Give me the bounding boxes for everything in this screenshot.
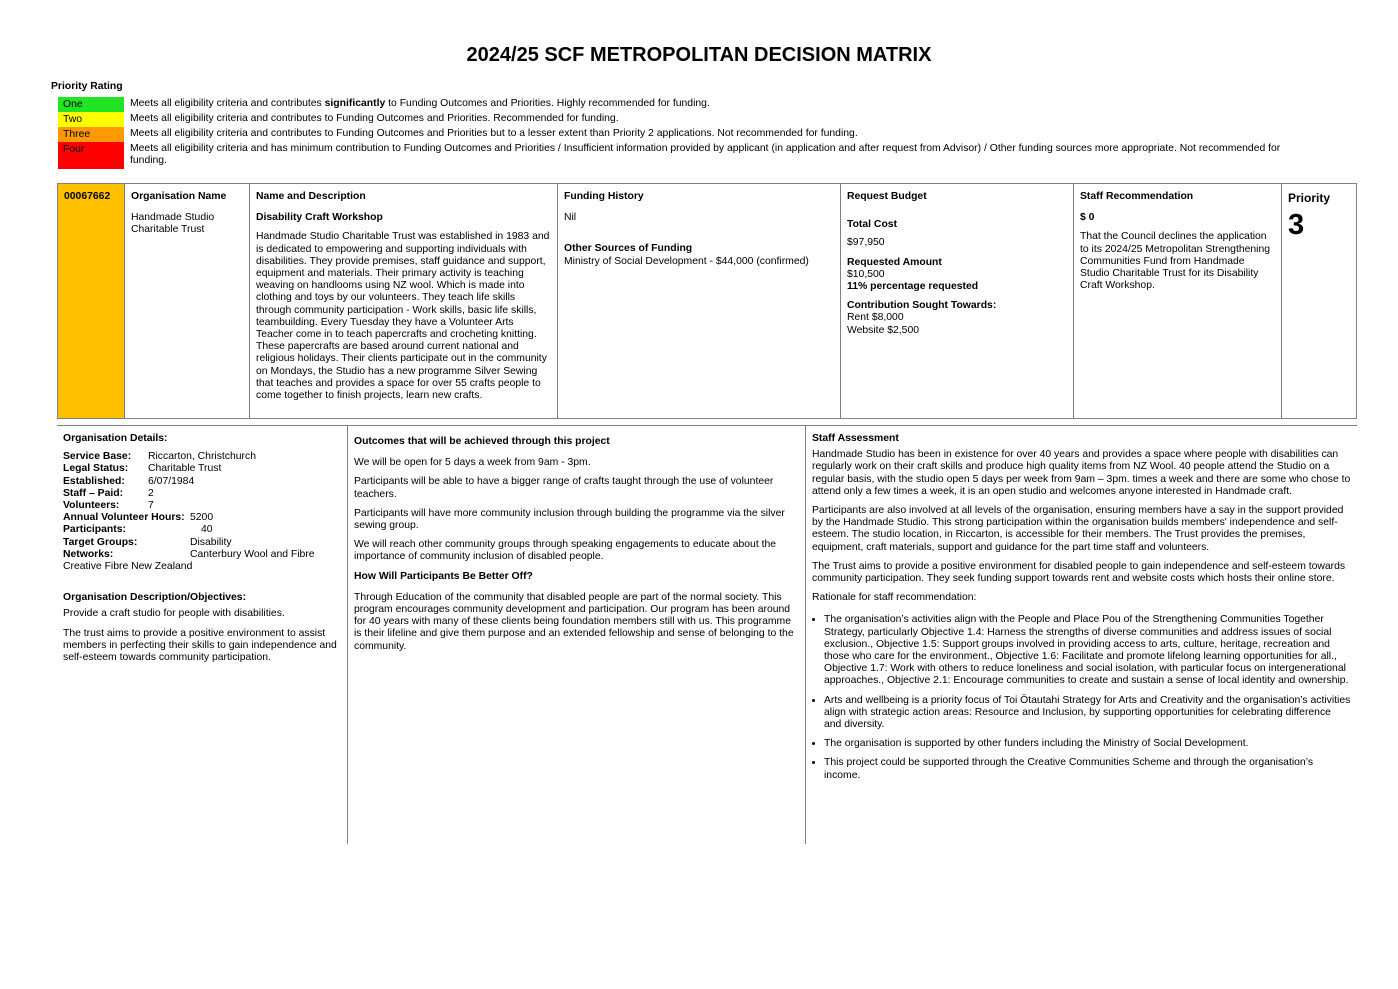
requested-amount: $10,500 xyxy=(847,268,885,280)
funding-history-heading: Funding History xyxy=(564,191,644,202)
project-name: Disability Craft Workshop xyxy=(256,212,383,224)
priority-description: Meets all eligibility criteria and contributes significantly to Funding Outcomes and Priorities. Highly recommended for funding. xyxy=(130,98,710,109)
staff-rec-heading: Staff Recommendation xyxy=(1080,191,1194,202)
priority-legend-row xyxy=(58,127,1358,142)
assessment-paragraph: Participants are also involved at all levels of the organisation, ensuring members have a say in the support provided by the Handmade Studio. This strong participation within the organisation builds members' independence and self-esteem. The studio location, in Riccarton, is accessible for their members. The Trust provides the premises, equipment, craft materials, support and guidance for the part time staff and volunteers. xyxy=(812,505,1344,553)
priority-description: Meets all eligibility criteria and has minimum contribution to Funding Outcomes and Priorities / Insufficient information provided by applicant (in application and after request from Advisor) / Other funding sources more appropriate. Not recommended for funding. xyxy=(130,143,1281,167)
staff-rec-amount: $ 0 xyxy=(1080,212,1095,224)
priority-description: Meets all eligibility criteria and contributes to Funding Outcomes and Priorities but to a lesser extent than Priority 2 applications. Not recommended for funding. xyxy=(130,128,858,139)
objectives-heading: Organisation Description/Objectives: xyxy=(63,592,247,604)
outcomes-heading: Outcomes that will be achieved through this project xyxy=(354,436,610,447)
priority-swatch-three: Three xyxy=(58,127,124,142)
outcome-item: Participants will have more community inclusion through building the programme via the silver sewing group. xyxy=(354,507,785,532)
org-name: Handmade Studio Charitable Trust xyxy=(131,212,215,236)
priority-legend-row xyxy=(58,97,1358,112)
detail-target-groups: Target Groups: Disability xyxy=(63,536,232,548)
staff-assessment-column xyxy=(806,426,1357,844)
description-cell xyxy=(250,184,558,418)
org-details-fields xyxy=(63,451,341,573)
detail-networks-extra: Creative Fibre New Zealand xyxy=(63,561,193,573)
record-id: 00067662 xyxy=(64,191,111,202)
assessment-paragraph: The Trust aims to provide a positive environment for disabled people to gain independence and self-esteem towards community participation. They seek funding support towards rent and website costs which hosts their online store. xyxy=(812,560,1346,585)
rationale-item: • The organisation’s activities align with the People and Place Pou of the Strengthening Communities Together Strategy, particularly Objective 1.4: Harness the strengths of diverse communities and address issues of social exclusion., Objective 1.5: Support groups involved in providing access to arts, culture, heritage, recreation and those who care for the environment., Objective 1.6: Facilitate and promote lifelong learning opportunities for all., Objective 1.7: Work with others to reduce loneliness and social isolation, with particular focus on intergenerational approaches., Objective 2.1: Encourage communities to create and sustain a sense of local identity and ownership. xyxy=(824,614,1351,687)
detail-legal-status: Legal Status: Charitable Trust xyxy=(63,463,222,475)
detail-volunteers: Volunteers: 7 xyxy=(63,500,154,512)
org-name-cell xyxy=(125,184,250,418)
staff-assessment-heading: Staff Assessment xyxy=(812,433,899,444)
priority-description: Meets all eligibility criteria and contributes to Funding Outcomes and Priorities. Recommended for funding. xyxy=(130,113,619,124)
objective-text: The trust aims to provide a positive environment to assist members in perfecting their skills to gain independence and self-esteem towards community participation. xyxy=(63,627,337,664)
detail-established: Established: 6/07/1984 xyxy=(63,475,195,487)
detail-participants: Participants: 40 xyxy=(63,524,213,536)
outcomes-column xyxy=(348,426,805,844)
rationale-heading: Rationale for staff recommendation: xyxy=(812,592,977,604)
contribution-item: Website $2,500 xyxy=(847,324,920,336)
rationale-item: • The organisation is supported by other funders including the Ministry of Social Development. xyxy=(824,738,1351,750)
funding-history: Nil xyxy=(564,212,577,224)
priority-swatch-four: Four xyxy=(58,142,124,169)
other-sources-heading: Other Sources of Funding xyxy=(564,243,693,255)
priority-legend-row xyxy=(58,112,1358,127)
record-table xyxy=(57,183,1357,419)
contribution-label: Contribution Sought Towards: xyxy=(847,300,997,312)
better-off-text: Through Education of the community that disabled people are part of the normal society. This program encourages community development and participation. Our program has been around for 40 years with many of these clients being foundation members still with us. This programme is their lifeline and give them purpose and an extended fellowship and sense of belonging to the community. xyxy=(354,591,794,652)
staff-recommendation-cell xyxy=(1074,184,1282,418)
other-sources: Ministry of Social Development - $44,000 (confirmed) xyxy=(564,255,809,267)
total-cost-label: Total Cost xyxy=(847,219,898,231)
priority-heading: Priority xyxy=(1288,191,1331,205)
request-budget-cell xyxy=(841,184,1074,418)
assessment-paragraph: Handmade Studio has been in existence for over 40 years and provides a space where people with disabilities can regularly work on their craft skills and produce high quality items from NZ Wool. 40 people attend the Studio on a regular basis, with the studio open 5 days per week from 9am – 3pm. times a week and there are some who chose to attend only a few times a week, it is an open studio and welcomes anyone interested in Handmade craft. xyxy=(812,449,1351,497)
outcome-item: We will reach other community groups through speaking engagements to educate about the importance of community inclusion of disabled people. xyxy=(354,539,777,563)
total-cost: $97,950 xyxy=(847,237,885,249)
outcome-item: Participants will be able to have a bigger range of crafts taught through the use of volunteer teachers. xyxy=(354,476,774,500)
org-name-heading: Organisation Name xyxy=(131,191,227,202)
detail-networks: Networks: Canterbury Wool and Fibre xyxy=(63,548,315,560)
detail-volunteer-hours: Annual Volunteer Hours: 5200 xyxy=(63,512,214,524)
detail-service-base: Service Base: Riccarton, Christchurch xyxy=(63,451,256,463)
description-heading: Name and Description xyxy=(256,191,366,202)
assessment-section xyxy=(57,425,1357,846)
priority-rating-heading: Priority Rating xyxy=(51,81,123,92)
priority-value: 3 xyxy=(1288,209,1305,242)
budget-heading: Request Budget xyxy=(847,191,927,202)
staff-rec-text: That the Council declines the application to its 2024/25 Metropolitan Strengthening Communities Fund from Handmade Studio Charitable Trust for its Disability Craft Workshop. xyxy=(1080,231,1271,292)
priority-legend-row xyxy=(58,142,1358,169)
requested-label: Requested Amount xyxy=(847,256,942,268)
record-id-cell xyxy=(58,184,125,418)
project-description: Handmade Studio Charitable Trust was established in 1983 and is dedicated to empowering and supporting individuals with disabilities. They provide premises, staff guidance and support, equipment and materials. Their primary activity is teaching weaving on handlooms using NZ wool. Which is made into clothing and toys by our volunteers. They teach life skills through community participation - Work skills, basic life skills, teambuilding. Every Tuesday they have a Volunteer Arts Teacher come in to teach papercrafts and crocheting knitting. These papercrafts are based around current national and religious holidays. Their clients participate out in the community on Mondays, the Studio has a new programme Silver Sewing that teaches and provides a space for over 55 crafts people to come together to finish projects, learn new crafts. xyxy=(256,231,550,402)
rationale-item: • Arts and wellbeing is a priority focus of Toi Ōtautahi Strategy for Arts and Creativity and the organisation’s activities align with strategic action areas: Resource and Inclusion, by supporting opportunities for celebrating difference and diversity. xyxy=(824,695,1351,732)
funding-history-cell xyxy=(558,184,841,418)
contribution-item: Rent $8,000 xyxy=(847,312,904,324)
rationale-item: • This project could be supported through the Creative Communities Scheme and through the organisation’s income. xyxy=(824,757,1351,781)
priority-swatch-two: Two xyxy=(58,112,124,127)
objective-text: Provide a craft studio for people with disabilities. xyxy=(63,608,285,620)
detail-staff-paid: Staff – Paid: 2 xyxy=(63,487,154,499)
priority-cell xyxy=(1282,184,1356,418)
org-details-heading: Organisation Details: xyxy=(63,433,168,444)
better-off-heading: How Will Participants Be Better Off? xyxy=(354,570,533,582)
org-details-column xyxy=(57,426,347,844)
percentage-requested: 11% percentage requested xyxy=(847,281,979,293)
page-title: 2024/25 SCF METROPOLITAN DECISION MATRIX xyxy=(466,44,932,66)
outcome-item: We will be open for 5 days a week from 9am - 3pm. xyxy=(354,457,591,469)
rationale-list xyxy=(812,614,1351,781)
priority-swatch-one: One xyxy=(58,97,124,112)
